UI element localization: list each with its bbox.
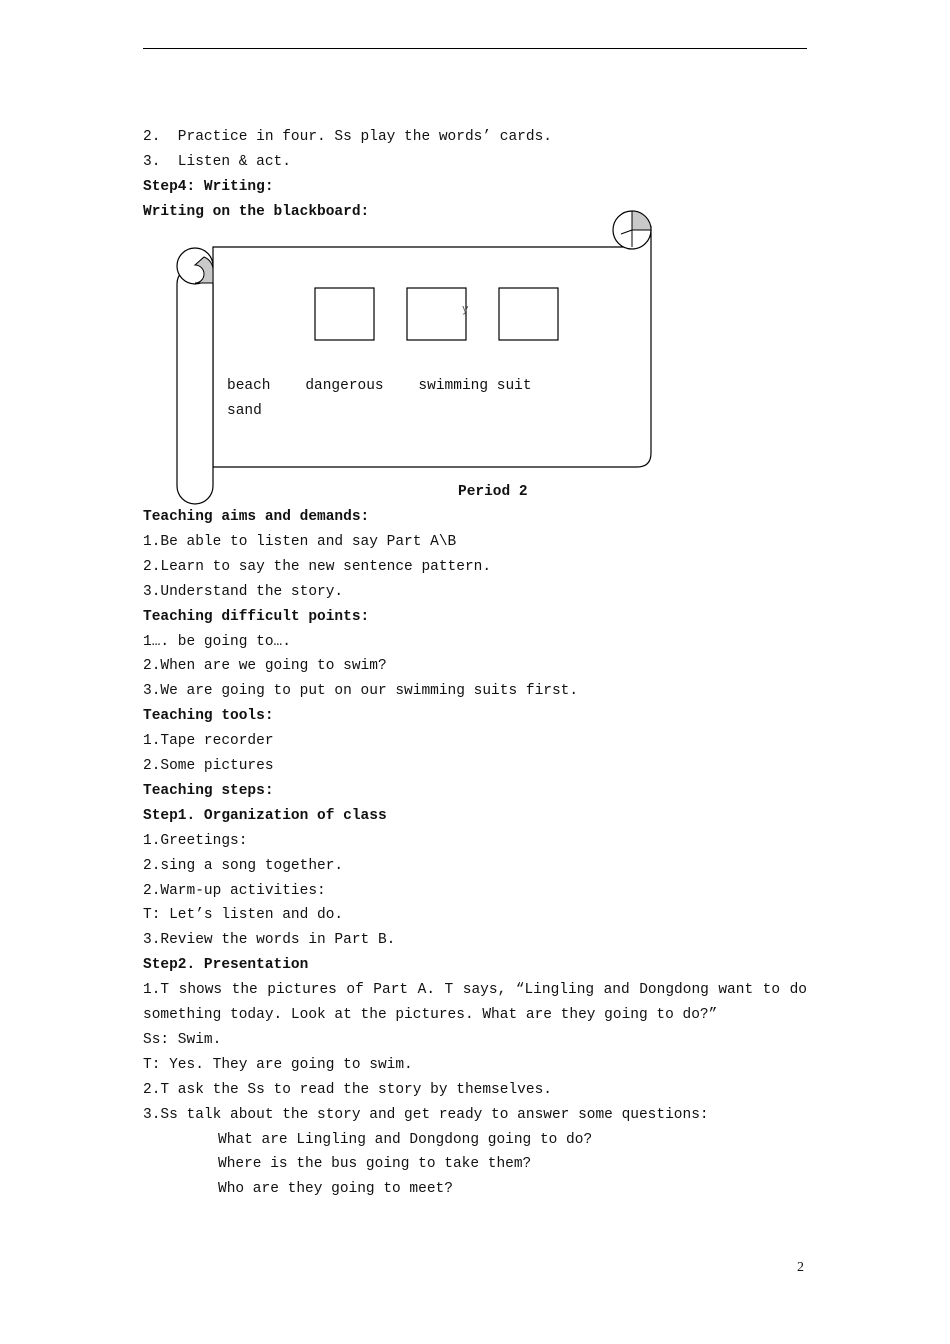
text-line: 3.Understand the story. xyxy=(143,583,344,600)
text-line: Ss: Swim. xyxy=(143,1031,222,1048)
text-line: 1.T shows the pictures of Part A. T says, “Lingling and Dongdong want to do xyxy=(143,982,807,999)
text-line: 2.sing a song together. xyxy=(143,857,344,874)
text-line: 3.Ss talk about the story and get ready to answer some questions: xyxy=(143,1106,709,1123)
text-line: 3.We are going to put on our swimming suits first. xyxy=(143,683,579,700)
scroll-drawing xyxy=(170,205,660,510)
text-line: 2.Some pictures xyxy=(143,758,274,774)
text-line: T: Yes. They are going to swim. xyxy=(143,1056,413,1073)
text-line: something today. Look at the pictures. What are they going to do?” xyxy=(143,1007,718,1023)
text-line: 2.T ask the Ss to read the story by themselves. xyxy=(143,1081,552,1098)
text-line: 3. Listen & act. xyxy=(143,154,291,170)
text-line: Where is the bus going to take them? xyxy=(218,1156,532,1173)
section-heading: Teaching aims and demands: xyxy=(143,509,370,525)
text-line: What are Lingling and Dongdong going to do? xyxy=(218,1131,593,1148)
section-heading: Step4: Writing: xyxy=(143,179,274,195)
section-heading: Teaching difficult points: xyxy=(143,608,370,625)
text-line: 2. Practice in four. Ss play the words’ cards. xyxy=(143,129,552,145)
section-heading: Writing on the blackboard: xyxy=(143,204,370,220)
header-rule xyxy=(143,48,807,49)
section-heading: Teaching steps: xyxy=(143,782,274,799)
text-line: 2.Learn to say the new sentence pattern. xyxy=(143,558,492,575)
period-title: Period 2 xyxy=(458,484,528,500)
blackboard-words-row1: beach dangerous swimming suit xyxy=(227,378,532,394)
section-heading: Teaching tools: xyxy=(143,708,274,725)
stray-mark: y xyxy=(462,304,469,316)
blackboard-words-row2: sand xyxy=(227,403,262,419)
text-line: 1…. be going to…. xyxy=(143,633,291,650)
text-line: 3.Review the words in Part B. xyxy=(143,932,396,949)
text-line: 1.Tape recorder xyxy=(143,733,274,750)
text-line: T: Let’s listen and do. xyxy=(143,907,344,924)
text-line: 2.Warm-up activities: xyxy=(143,882,326,899)
section-heading: Step2. Presentation xyxy=(143,957,309,974)
text-line: 2.When are we going to swim? xyxy=(143,658,387,675)
text-line: Who are they going to meet? xyxy=(218,1181,453,1198)
text-line: 1.Greetings: xyxy=(143,832,248,849)
section-heading: Step1. Organization of class xyxy=(143,807,387,824)
text-line: 1.Be able to listen and say Part A\B xyxy=(143,533,457,550)
page-number: 2 xyxy=(797,1260,804,1275)
blackboard-scroll xyxy=(170,205,660,510)
